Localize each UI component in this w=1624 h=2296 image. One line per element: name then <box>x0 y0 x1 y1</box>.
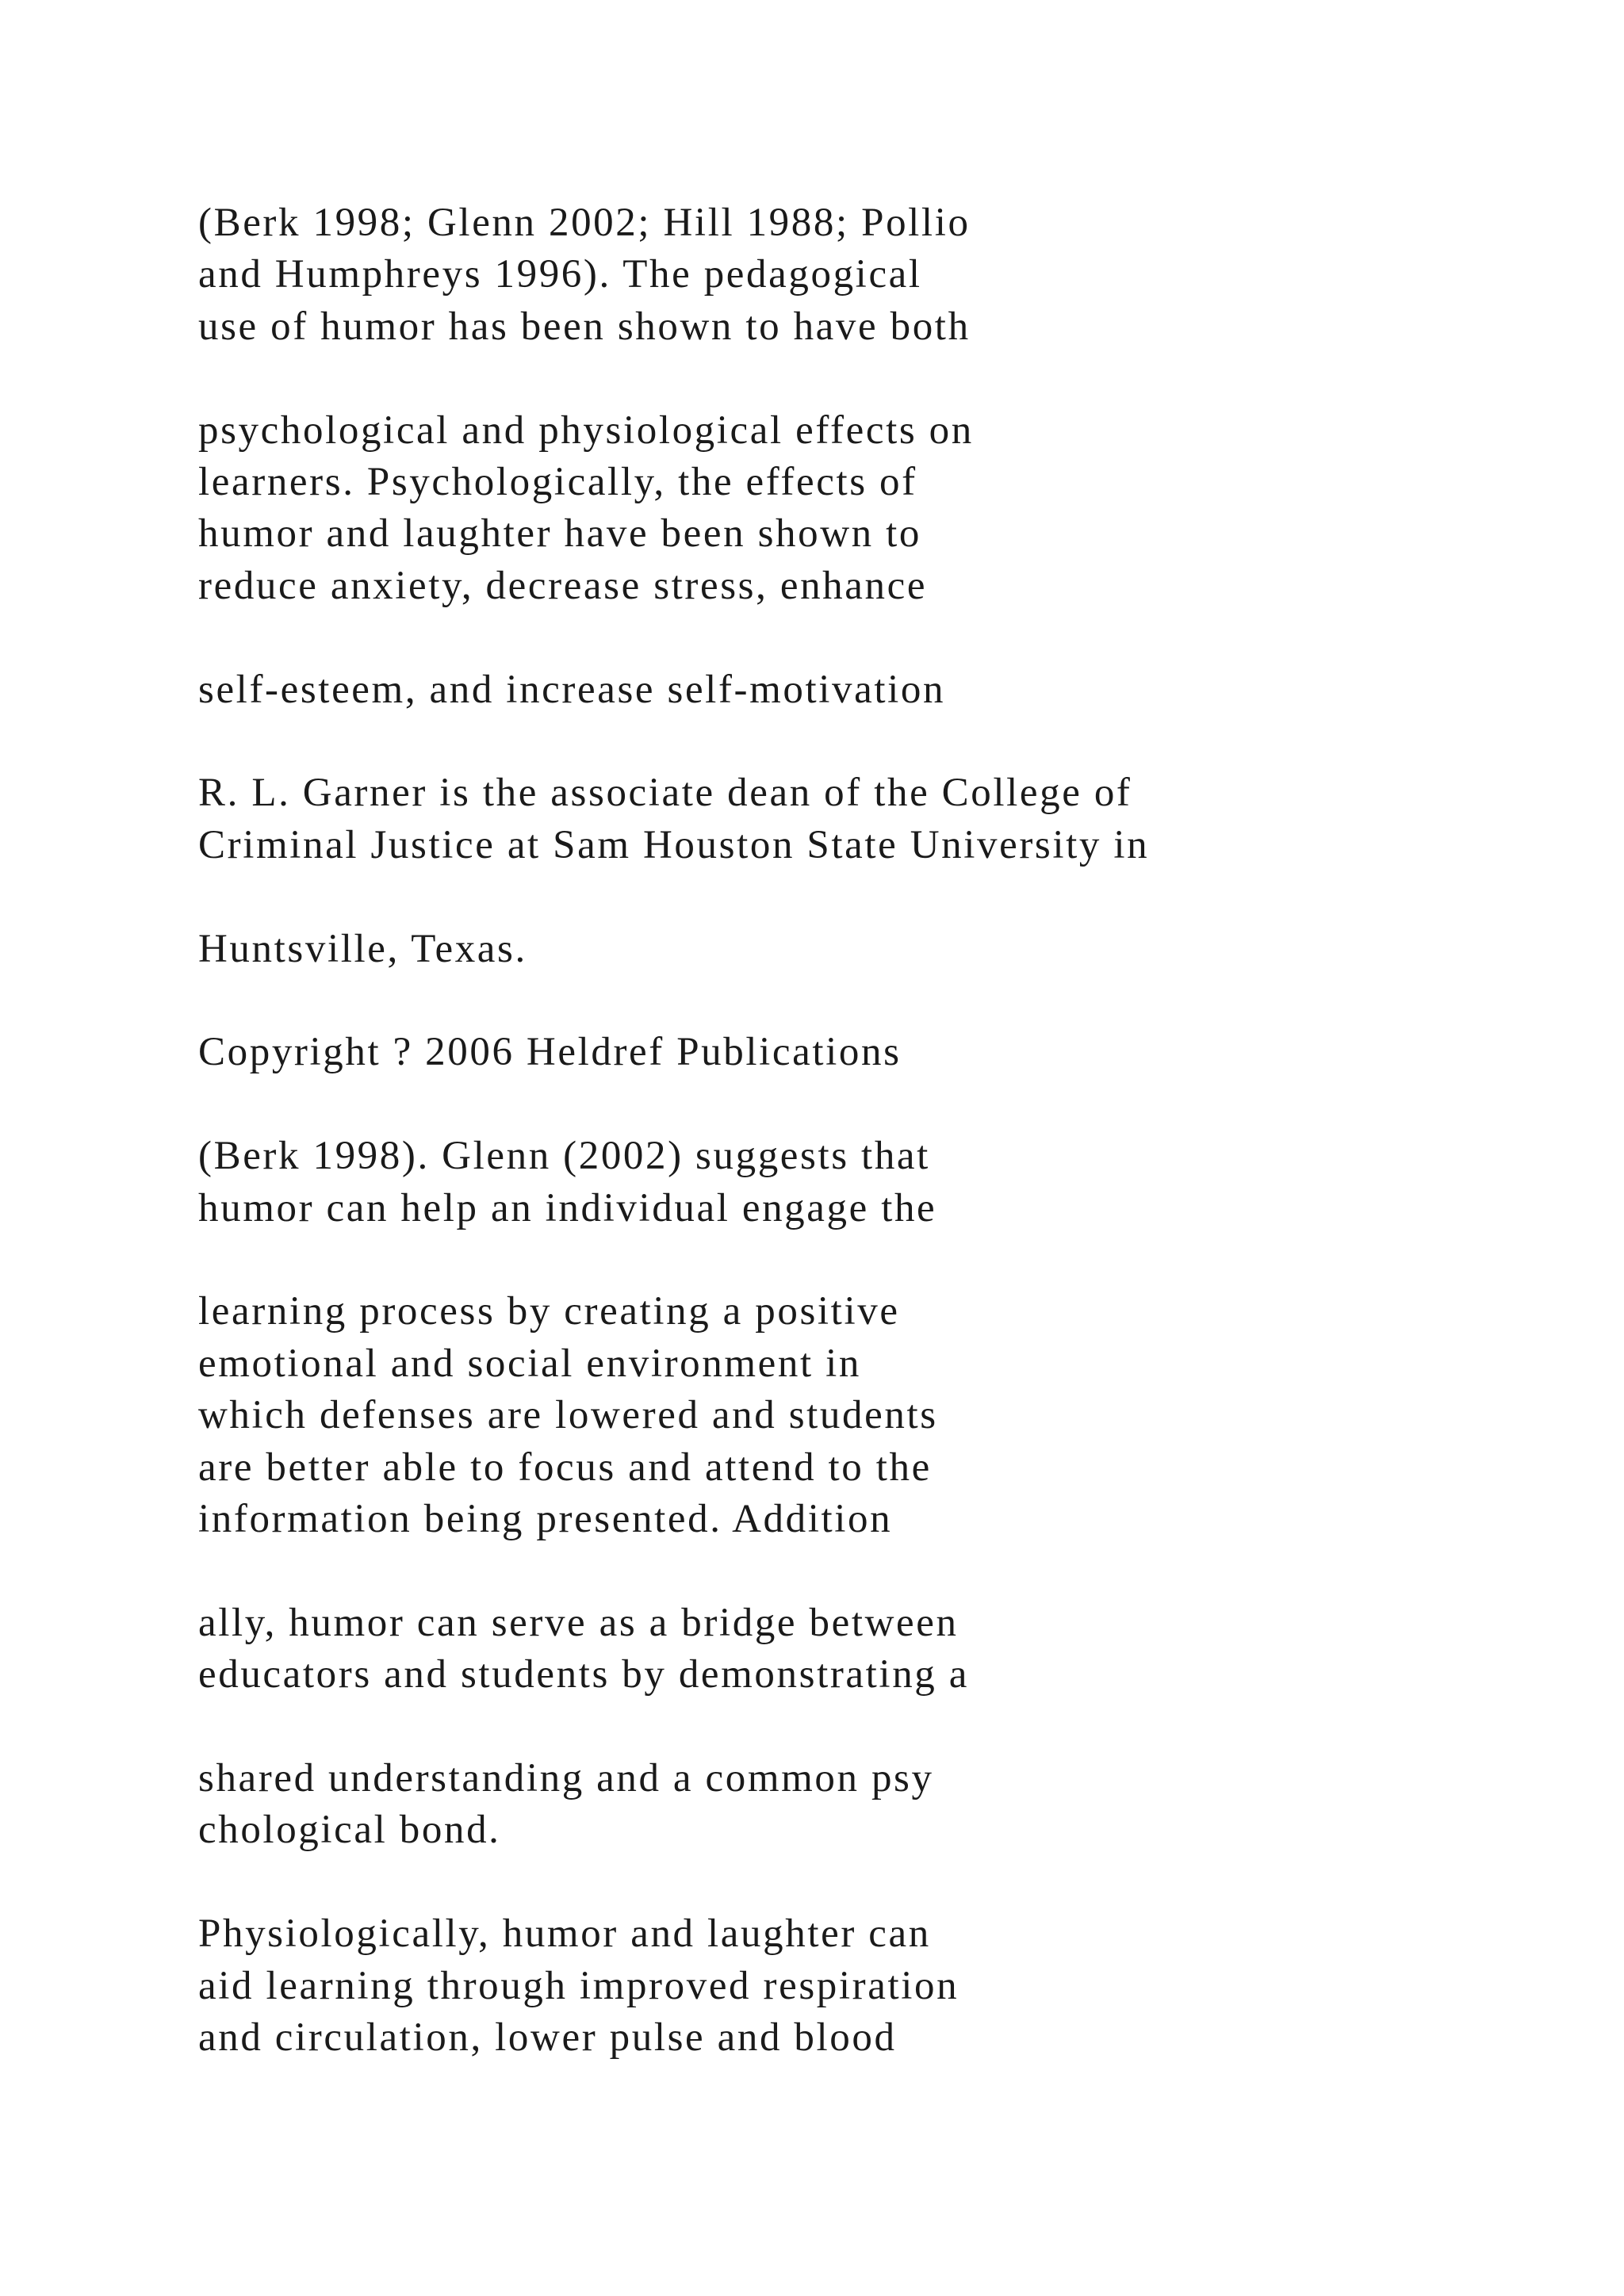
text-line: ally, humor can serve as a bridge between <box>198 1600 959 1645</box>
text-line: use of humor has been shown to have both <box>198 304 971 349</box>
text-line: humor and laughter have been shown to <box>198 511 921 557</box>
text-line: aid learning through improved respiration <box>198 1963 959 2008</box>
text-line: psychological and physiological effects on <box>198 408 974 453</box>
text-line: (Berk 1998; Glenn 2002; Hill 1988; Pollio <box>198 201 971 245</box>
text-line: and circulation, lower pulse and blood <box>198 2015 897 2061</box>
paragraph <box>198 197 1546 353</box>
paragraph <box>198 1131 1546 1234</box>
paragraph-gap <box>198 716 1546 767</box>
text-line: humor can help an individual engage the <box>198 1185 937 1230</box>
paragraph-gap <box>198 353 1546 404</box>
paragraph-gap <box>198 1701 1546 1753</box>
paragraph-gap <box>198 1857 1546 1908</box>
paragraph-gap <box>198 1545 1546 1597</box>
paragraph <box>198 1753 1546 1857</box>
author-note <box>198 924 1546 975</box>
text-line: educators and students by demonstrating a <box>198 1652 969 1697</box>
paragraph-gap <box>198 871 1546 923</box>
paragraph-gap <box>198 1079 1546 1131</box>
text-line: and Humphreys 1996). The pedagogical <box>198 252 922 297</box>
text-line: Physiologically, humor and laughter can <box>198 1911 931 1957</box>
paragraph <box>198 1908 1546 2064</box>
text-line: Huntsville, Texas. <box>198 926 527 971</box>
paragraph-gap <box>198 612 1546 664</box>
paragraph <box>198 1598 1546 1701</box>
paragraph-gap <box>198 1234 1546 1286</box>
text-line: chological bond. <box>198 1808 501 1853</box>
paragraph <box>198 405 1546 613</box>
text-line: (Berk 1998). Glenn (2002) suggests that <box>198 1134 930 1179</box>
text-line: shared understanding and a common psy <box>198 1756 934 1801</box>
text-line: learning process by creating a positive <box>198 1289 900 1334</box>
paragraph-gap <box>198 975 1546 1027</box>
text-line: Criminal Justice at Sam Houston State University in <box>198 822 1150 867</box>
paragraph <box>198 664 1546 716</box>
paragraph <box>198 1286 1546 1545</box>
author-note <box>198 767 1546 871</box>
text-line: Copyright ? 2006 Heldref Publications <box>198 1030 902 1075</box>
text-line: R. L. Garner is the associate dean of the College of <box>198 771 1132 816</box>
text-line: information being presented. Addition <box>198 1497 893 1542</box>
document-text <box>198 197 1546 2064</box>
text-line: reduce anxiety, decrease stress, enhance <box>198 563 928 608</box>
copyright-notice <box>198 1027 1546 1078</box>
text-line: which defenses are lowered and students <box>198 1393 938 1438</box>
text-line: emotional and social environment in <box>198 1341 861 1386</box>
text-line: are better able to focus and attend to the <box>198 1445 932 1490</box>
text-line: self-esteem, and increase self-motivation <box>198 667 946 712</box>
text-line: learners. Psychologically, the effects of <box>198 460 917 505</box>
